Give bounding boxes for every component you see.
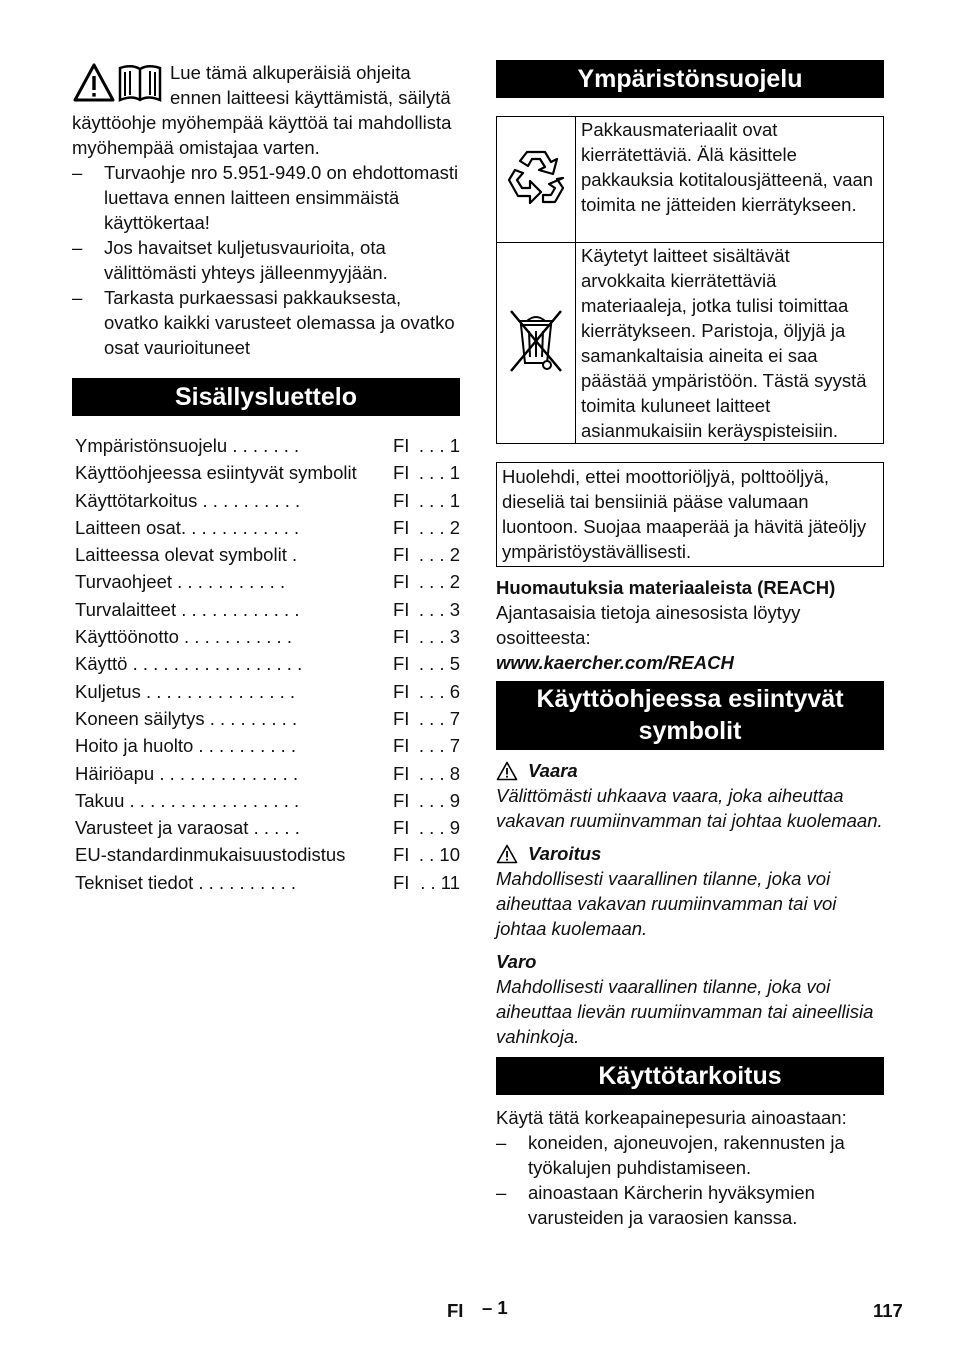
toc-entry-page: . . . 9 <box>418 817 460 839</box>
weee-text: Käytetyt laitteet sisältävät arvokkaita kierrätettäviä materiaaleja, jotka tulisi toimittaa kierrätykseen. Paristoja, öljyjä ja samankaltaisia aineita ei saa päästää ympäristöön. Tästä syystä toimita kuluneet laitteet asianmukaisiin keräyspisteisiin. <box>576 243 884 444</box>
toc-entry-title: Käyttö . . . . . . . . . . . . . . . . . <box>75 653 303 675</box>
toc-entry[interactable] <box>72 732 460 759</box>
warning-triangle-icon <box>496 761 518 781</box>
toc-entry-lang: FI <box>393 844 410 866</box>
toc-entry-title: Hoito ja huolto . . . . . . . . . . <box>75 735 297 757</box>
weee-cell <box>497 243 576 444</box>
toc-entry-page: . . . 5 <box>418 653 460 675</box>
toc-entry-page: . . . 8 <box>418 762 460 784</box>
purpose-intro: Käytä tätä korkeapainepesuria ainoastaan: <box>496 1107 847 1128</box>
list-item: – Tarkasta purkaessasi pakkauksesta, ovatko kaikki varusteet olemassa ja ovatko osat vaurioituneet <box>72 285 460 360</box>
toc-entry-lang: FI <box>393 598 410 620</box>
toc-entry-title: Laitteessa olevat symbolit . <box>75 544 298 566</box>
purpose-heading: Käyttötarkoitus <box>496 1057 884 1095</box>
symbol-warning-heading <box>496 841 884 866</box>
toc-entry-lang: FI <box>393 626 410 648</box>
toc-entry[interactable] <box>72 568 460 595</box>
toc-entry-page: . . . 2 <box>418 516 460 538</box>
symbol-title: Varo <box>496 951 537 972</box>
intro-list <box>72 160 460 360</box>
toc-entry-lang: FI <box>393 707 410 729</box>
toc-entry-page: . . . 3 <box>418 626 460 648</box>
symbol-title: Vaara <box>528 760 578 781</box>
intro-text: Lue tämä alkuperäisiä ohjeita ennen laitteesi käyttämistä, säilytä käyttöohje myöhempää käyttöä tai mahdollista myöhempää omistajaa varten. <box>72 62 452 158</box>
toc-entry-title: EU-standardinmukaisuustodistus <box>75 844 346 866</box>
list-item: – koneiden, ajoneuvojen, rakennusten ja työkalujen puhdistamiseen. <box>496 1130 884 1180</box>
symbols-heading: Käyttöohjeessa esiintyvät symbolit <box>496 681 884 750</box>
toc-entry-page: . . . 7 <box>418 735 460 757</box>
toc-entry-lang: FI <box>393 680 410 702</box>
toc-entry-title: Käyttötarkoitus . . . . . . . . . . <box>75 489 301 511</box>
table-of-contents <box>72 432 460 896</box>
toc-entry-page: . . . 1 <box>418 462 460 484</box>
symbol-caution-heading <box>496 949 884 974</box>
toc-entry-title: Koneen säilytys . . . . . . . . . <box>75 707 298 729</box>
reach-heading: Huomautuksia materiaaleista (REACH) <box>496 577 836 598</box>
page-number: 117 <box>873 1300 903 1321</box>
toc-heading: Sisällysluettelo <box>72 378 460 416</box>
toc-entry-page: . . . 9 <box>418 789 460 811</box>
toc-entry[interactable] <box>72 814 460 841</box>
toc-entry-page: . . . 1 <box>418 435 460 456</box>
toc-entry[interactable] <box>72 432 460 459</box>
toc-entry-lang: FI <box>393 871 410 893</box>
toc-entry-page: . . . 3 <box>418 598 460 620</box>
toc-entry-lang: FI <box>393 462 410 484</box>
symbol-caution-text: Mahdollisesti vaarallinen tilanne, joka voi aiheuttaa lievän ruumiinvamman tai aineellisia vahinkoja. <box>496 976 874 1047</box>
recycle-icon <box>499 140 573 214</box>
symbol-danger-heading <box>496 758 884 783</box>
purpose-list <box>496 1130 884 1230</box>
footer-language: FI <box>447 1300 464 1321</box>
symbol-danger-text: Välittömästi uhkaava vaara, joka aiheuttaa vakavan ruumiinvamman tai johtaa kuolemaan. <box>496 785 883 831</box>
toc-entry[interactable] <box>72 623 460 650</box>
intro <box>72 60 460 160</box>
recycle-text: Pakkausmateriaalit ovat kierrätettäviä. Älä käsittele pakkauksia kotitalousjätteenä, vaan toimita ne jätteiden kierrätykseen. <box>576 117 884 243</box>
left-column <box>72 60 460 896</box>
toc-entry-lang: FI <box>393 762 410 784</box>
symbol-title: Varoitus <box>528 843 602 864</box>
toc-entry-lang: FI <box>393 789 410 811</box>
toc-entry[interactable] <box>72 705 460 732</box>
toc-entry[interactable] <box>72 459 460 486</box>
toc-entry-page: . . 11 <box>420 871 460 893</box>
toc-entry[interactable] <box>72 541 460 568</box>
symbol-warning-text: Mahdollisesti vaarallinen tilanne, joka voi aiheuttaa vakavan ruumiinvamman tai voi johtaa kuolemaan. <box>496 868 837 939</box>
env-heading: Ympäristönsuojelu <box>496 60 884 98</box>
reach-text: Ajantasaisia tietoja ainesosista löytyy osoitteesta: <box>496 602 801 648</box>
toc-entry-lang: FI <box>393 571 410 593</box>
toc-entry-page: . . 10 <box>418 844 460 866</box>
recycle-cell <box>497 117 576 243</box>
toc-entry-page: . . . 6 <box>418 680 460 702</box>
toc-entry-lang: FI <box>393 544 410 566</box>
toc-entry-title: Käyttöohjeessa esiintyvät symbolit <box>75 462 357 484</box>
toc-entry-page: . . . 1 <box>418 489 460 511</box>
toc-entry[interactable] <box>72 514 460 541</box>
toc-entry-title: Käyttöönotto . . . . . . . . . . . <box>75 626 292 648</box>
toc-entry-title: Ympäristönsuojelu . . . . . . . <box>75 435 300 456</box>
right-column <box>496 60 884 1230</box>
list-item: – ainoastaan Kärcherin hyväksymien varusteiden ja varaosien kanssa. <box>496 1180 884 1230</box>
list-item: – Turvaohje nro 5.951-949.0 on ehdottomasti luettava ennen laitteen ensimmäistä käyttökertaa! <box>72 160 460 235</box>
toc-entry-title: Varusteet ja varaosat . . . . . <box>75 817 300 839</box>
toc-entry-lang: FI <box>393 435 410 456</box>
toc-entry-page: . . . 7 <box>418 707 460 729</box>
toc-entry[interactable] <box>72 596 460 623</box>
toc-entry[interactable] <box>72 841 460 868</box>
toc-entry-title: Takuu . . . . . . . . . . . . . . . . . <box>75 789 300 811</box>
warning-triangle-icon <box>496 844 518 864</box>
toc-entry[interactable] <box>72 650 460 677</box>
toc-entry[interactable] <box>72 869 460 896</box>
toc-entry-page: . . . 2 <box>418 544 460 566</box>
environment-table <box>496 116 884 444</box>
toc-entry-lang: FI <box>393 735 410 757</box>
toc-entry[interactable] <box>72 487 460 514</box>
toc-entry-title: Turvaohjeet . . . . . . . . . . . <box>75 571 286 593</box>
toc-entry[interactable] <box>72 787 460 814</box>
toc-entry-page: . . . 2 <box>418 571 460 593</box>
toc-entry-lang: FI <box>393 489 410 511</box>
toc-entry-title: Kuljetus . . . . . . . . . . . . . . . <box>75 680 296 702</box>
crossed-bin-icon <box>505 303 567 377</box>
toc-entry[interactable] <box>72 760 460 787</box>
toc-entry[interactable] <box>72 678 460 705</box>
toc-entry-lang: FI <box>393 516 410 538</box>
toc-entry-title: Tekniset tiedot . . . . . . . . . . <box>75 871 297 893</box>
oil-note: Huolehdi, ettei moottoriöljyä, polttoöljyä, dieseliä tai bensiiniä pääse valumaan luontoon. Suojaa maaperää ja hävitä jäteöljy ympäristöystävällisesti. <box>496 462 884 567</box>
reach-url-link[interactable]: www.kaercher.com/REACH <box>496 652 734 673</box>
warning-manual-icon <box>72 62 164 104</box>
toc-entry-lang: FI <box>393 817 410 839</box>
toc-entry-title: Laitteen osat. . . . . . . . . . . . <box>75 516 300 538</box>
toc-entry-title: Turvalaitteet . . . . . . . . . . . . <box>75 598 300 620</box>
toc-entry-lang: FI <box>393 653 410 675</box>
list-item: – Jos havaitset kuljetusvaurioita, ota välittömästi yhteys jälleenmyyjään. <box>72 235 460 285</box>
footer-section-page: – 1 <box>482 1297 508 1318</box>
toc-entry-title: Häiriöapu . . . . . . . . . . . . . . <box>75 762 299 784</box>
